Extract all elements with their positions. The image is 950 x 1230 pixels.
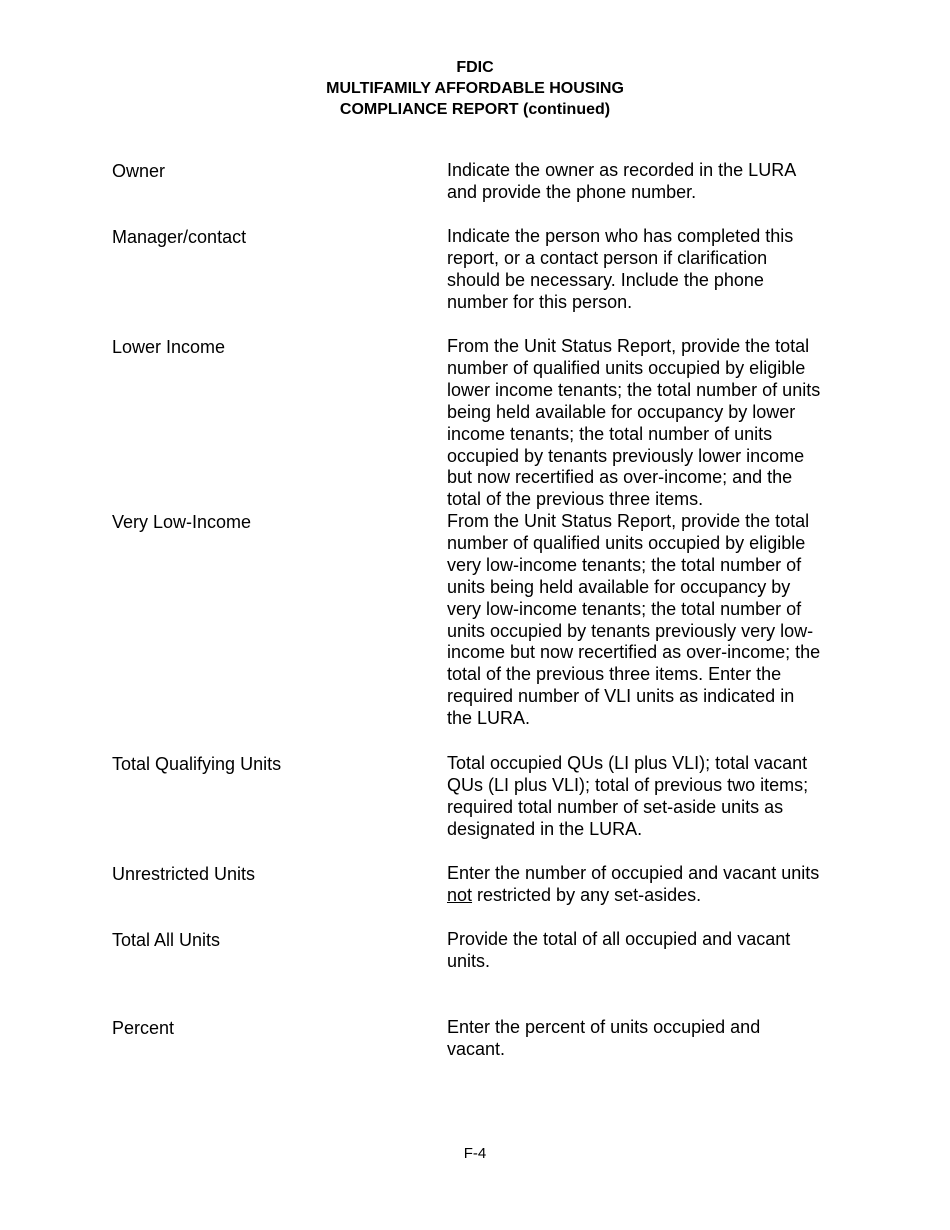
description-line: required number of VLI units as indicated in [447, 686, 795, 707]
description-line: units occupied by tenants previously very low- [447, 620, 814, 641]
description-line: units being held available for occupancy by [447, 576, 791, 597]
description-line: income but now recertified as over-income; the [447, 642, 821, 663]
description-line: very low-income tenants; the total number of [447, 554, 802, 575]
description-line: Enter the percent of units occupied and [447, 1017, 761, 1037]
term-description [447, 863, 847, 907]
term-description [447, 511, 847, 730]
description-line: and provide the phone number. [447, 181, 697, 202]
description-line: QUs (LI plus VLI); total of previous two items; [447, 774, 809, 795]
term-description [447, 753, 847, 841]
term-description [447, 1017, 847, 1061]
term-label: Very Low-Income [112, 512, 252, 532]
description-line: units. [447, 950, 491, 971]
underlined-word: not [447, 884, 473, 905]
description-line: being held available for occupancy by lower [447, 401, 796, 422]
description-line: From the Unit Status Report, provide the total [447, 511, 810, 531]
description-line: lower income tenants; the total number of units [447, 379, 821, 400]
description-line: Provide the total of all occupied and vacant [447, 929, 791, 949]
description-line: required total number of set-aside units as [447, 796, 784, 817]
document-header [0, 57, 950, 120]
header-subtitle: COMPLIANCE REPORT (continued) [339, 101, 611, 118]
description-line: report, or a contact person if clarification [447, 247, 768, 268]
term-label: Unrestricted Units [112, 864, 256, 884]
description-line: but now recertified as over-income; and the [447, 467, 793, 488]
term-label: Manager/contact [112, 227, 247, 247]
term-label: Lower Income [112, 337, 226, 357]
term-description [447, 226, 847, 314]
description-line: Indicate the person who has completed this [447, 226, 794, 246]
description-line: very low-income tenants; the total number of [447, 598, 802, 619]
description-line: Indicate the owner as recorded in the LURA [447, 160, 797, 180]
description-line: income tenants; the total number of units [447, 423, 773, 444]
description-line: From the Unit Status Report, provide the total [447, 336, 810, 356]
term-description [447, 336, 847, 511]
term-label: Percent [112, 1018, 175, 1038]
description-line-rest: restricted by any set-asides. [472, 884, 702, 905]
description-line: the LURA. [447, 708, 531, 729]
description-line: number of qualified units occupied by eligible [447, 532, 806, 553]
description-line: number of qualified units occupied by eligible [447, 357, 806, 378]
term-label: Owner [112, 161, 166, 181]
description-line: number for this person. [447, 291, 633, 312]
term-description [447, 160, 847, 204]
term-label: Total Qualifying Units [112, 754, 282, 774]
header-title: MULTIFAMILY AFFORDABLE HOUSING [326, 80, 624, 97]
description-line: total of the previous three items. [447, 489, 704, 510]
term-label: Total All Units [112, 930, 221, 950]
description-line: occupied by tenants previously lower income [447, 445, 805, 466]
description-line: Enter the number of occupied and vacant units [447, 863, 820, 883]
description-line [447, 885, 847, 907]
description-line: should be necessary. Include the phone [447, 269, 764, 290]
term-description [447, 929, 847, 973]
description-line: Total occupied QUs (LI plus VLI); total vacant [447, 753, 808, 773]
description-line: total of the previous three items. Enter the [447, 664, 782, 685]
header-agency: FDIC [456, 59, 494, 76]
page-number: F-4 [463, 1145, 487, 1162]
description-line: vacant. [447, 1038, 506, 1059]
description-line: designated in the LURA. [447, 818, 643, 839]
